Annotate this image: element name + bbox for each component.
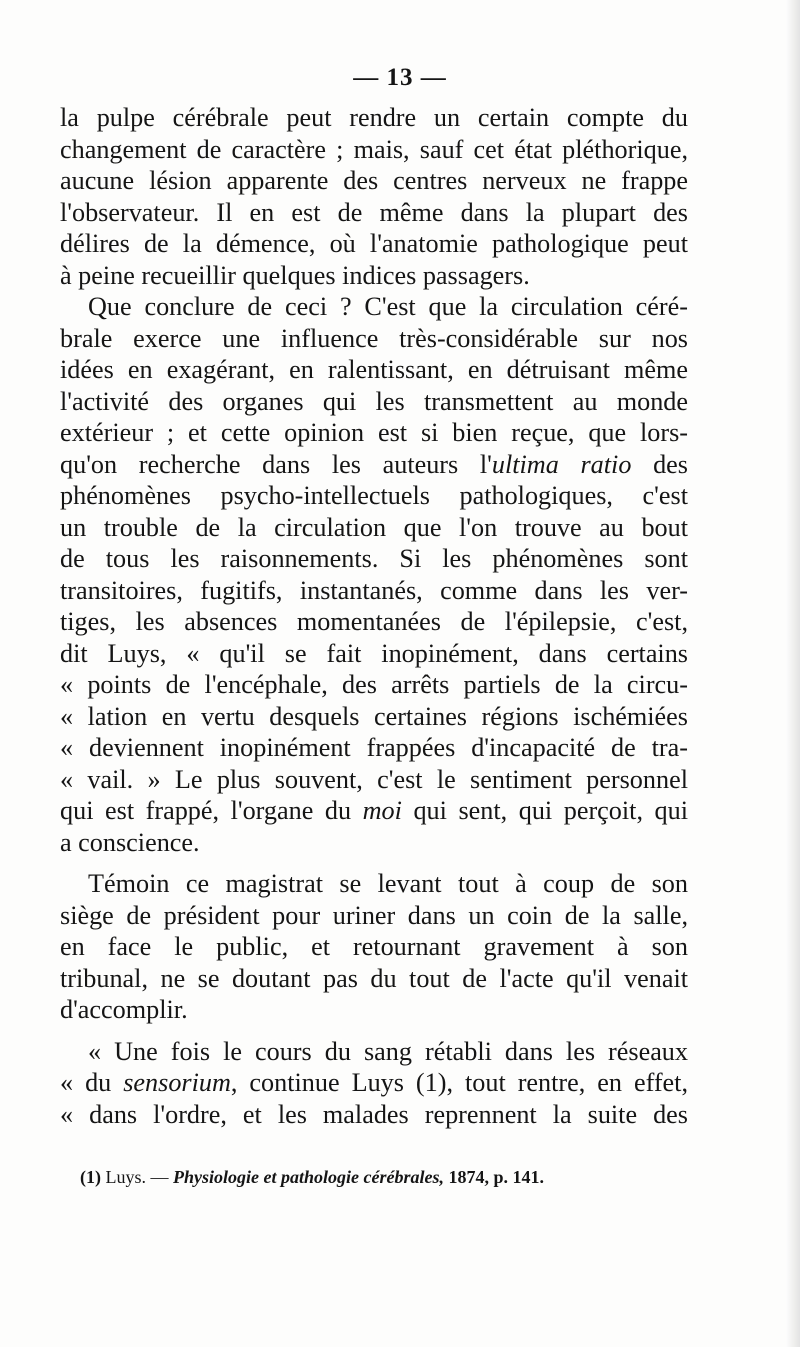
text-line-9: idées en exagérant, en ralentissant, en détruisant même (60, 355, 688, 384)
footnote-title: Physiologie et pathologie cérébrales, (173, 1167, 444, 1187)
text-line-6: à peine recueillir quelques indices passagers. (60, 260, 530, 290)
paragraph-gap (60, 858, 688, 868)
text-line-17: tiges, les absences momentanées de l'épilepsie, c'est, (60, 607, 688, 636)
text-line-2: changement de caractère ; mais, sauf cet état pléthorique, (60, 134, 688, 164)
text-line-32: « dans l'ordre, et les malades reprennent la suite des (60, 1099, 688, 1129)
text-line-21: « deviennent inopinément frappées d'incapacité de tra- (60, 733, 688, 762)
text-line-12 (60, 449, 688, 481)
main-text (60, 102, 688, 1130)
text-line-3: aucune lésion apparente des centres nerveux ne frappe (60, 166, 688, 195)
text-line-20: « lation en vertu desquels certaines régions ischémiées (60, 701, 688, 731)
text-line-10: l'activité des organes qui les transmettent au monde (60, 386, 688, 416)
text-line-31-start: « du (60, 1068, 124, 1097)
text-line-11: extérieur ; et cette opinion est si bien reçue, que lors- (60, 418, 688, 447)
text-line-22: « vail. » Le plus souvent, c'est le sentiment personnel (60, 764, 688, 794)
text-line-15: de tous les raisonnements. Si les phénomènes sont (60, 544, 688, 573)
text-line-27: en face le public, et retournant gravement à son (60, 932, 688, 961)
text-line-4: l'observateur. Il en est de même dans la plupart des (60, 197, 688, 227)
paragraph-gap (60, 1026, 688, 1036)
sensorium-italic: sensorium (123, 1068, 231, 1097)
text-line-25: Témoin ce magistrat se levant tout à coup de son (88, 869, 688, 898)
text-line-18: dit Luys, « qu'il se fait inopinément, dans certains (60, 638, 688, 668)
ultima-ratio-italic: ultima ratio (491, 449, 632, 479)
footnote (80, 1165, 700, 1189)
text-line-8: brale exerce une influence très-considérable sur nos (60, 323, 688, 353)
text-line-14: un trouble de la circulation que l'on trouve au bout (60, 512, 688, 542)
text-line-7: Que conclure de ceci ? C'est que la circulation céré- (88, 292, 688, 321)
text-line-12-end: des (631, 449, 688, 479)
footnote-author: Luys. — (105, 1167, 169, 1187)
page-edge-shadow (786, 0, 800, 1347)
text-line-24: a conscience. (60, 827, 200, 857)
text-line-26: siège de président pour uriner dans un coin de la salle, (60, 900, 688, 930)
text-line-30: « Une fois le cours du sang rétabli dans les réseaux (88, 1036, 688, 1066)
text-line-16: transitoires, fugitifs, instantanés, comme dans les ver- (60, 575, 688, 605)
footnote-number: (1) (80, 1167, 101, 1187)
text-line-31-end: , continue Luys (1), tout rentre, en effet, (230, 1068, 688, 1097)
text-line-5: délires de la démence, où l'anatomie pathologique peut (60, 229, 688, 258)
text-line-29: d'accomplir. (60, 995, 188, 1024)
moi-italic: moi (362, 796, 402, 825)
footnote-details: 1874, p. 141. (448, 1167, 544, 1187)
text-line-13: phénomènes psycho-intellectuels pathologiques, c'est (60, 481, 688, 510)
text-line-28: tribunal, ne se doutant pas du tout de l'acte qu'il venait (60, 963, 688, 993)
text-line-19: « points de l'encéphale, des arrêts partiels de la circu- (60, 670, 688, 699)
text-line-31 (60, 1067, 688, 1099)
page-number: — 13 — (353, 64, 447, 91)
text-line-12-start: qu'on recherche dans les auteurs l' (60, 449, 492, 479)
text-line-1: la pulpe cérébrale peut rendre un certain compte du (60, 103, 688, 132)
text-line-23-start: qui est frappé, l'organe du (60, 796, 363, 825)
text-line-23 (60, 795, 688, 827)
text-line-23-end: qui sent, qui perçoit, qui (401, 796, 688, 825)
